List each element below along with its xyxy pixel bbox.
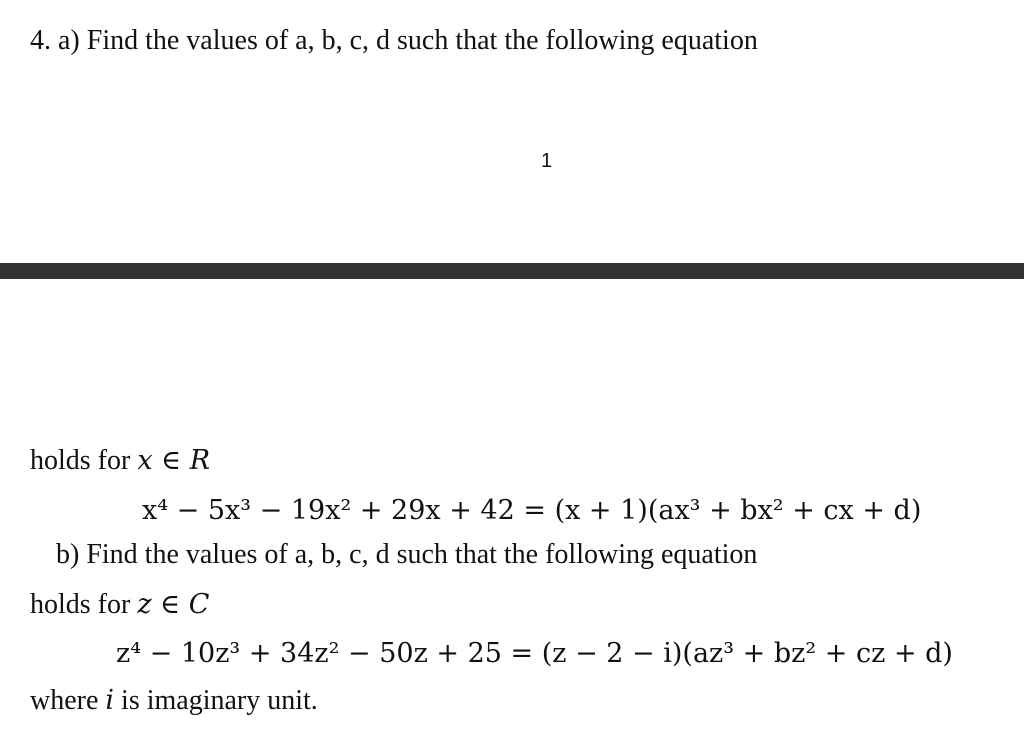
equation-a: x⁴ − 5x³ − 19x² + 29x + 42 = (x + 1)(ax³ + bx² + cx + d) [142,495,922,526]
holds-for-z-prefix: holds for [30,589,138,620]
imaginary-unit-note [30,684,318,718]
page-number: 1 [541,150,553,172]
holds-for-z-line [30,588,209,622]
page-divider [0,263,1024,279]
where-suffix: is imaginary unit. [114,685,318,716]
holds-for-x-prefix: holds for [30,445,138,476]
holds-for-x-line [30,444,210,478]
question-a-text: 4. a) Find the values of a, b, c, d such that the following equation [30,25,758,56]
holds-for-x-math: x ∈ R [137,445,211,476]
question-b-text: b) Find the values of a, b, c, d such that the following equation [56,539,758,570]
equation-b: z⁴ − 10z³ + 34z² − 50z + 25 = (z − 2 − i)(az³ + bz² + cz + d) [116,638,953,669]
holds-for-z-math: z ∈ C [137,589,210,620]
imaginary-unit-symbol: i [105,685,115,716]
where-prefix: where [30,685,106,716]
